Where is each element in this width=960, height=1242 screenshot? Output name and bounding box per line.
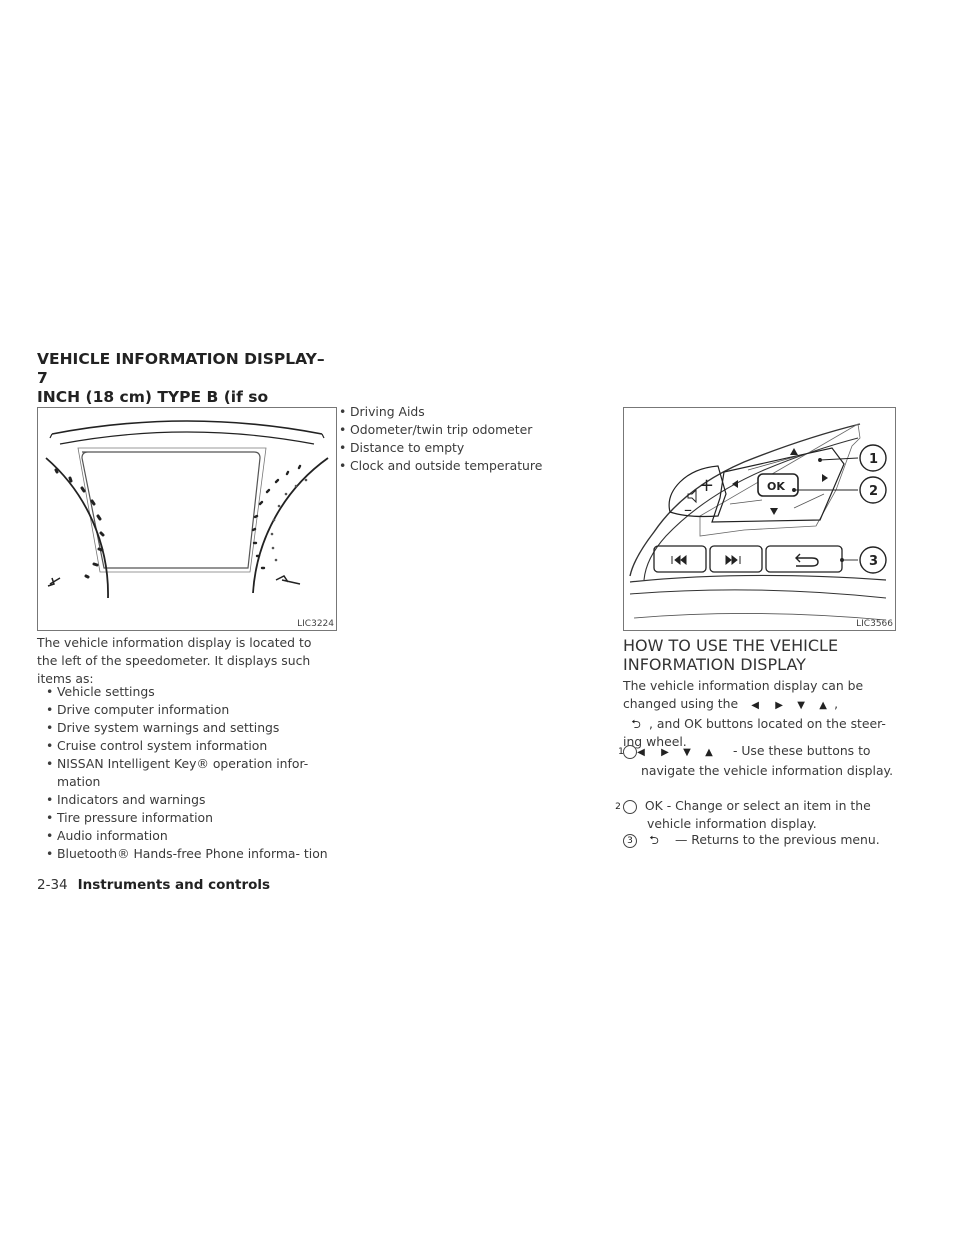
page-footer bbox=[37, 876, 270, 894]
callout-2: 2 bbox=[869, 484, 879, 499]
figure-id: LIC3224 bbox=[297, 619, 334, 629]
down-arrow-icon: ▼ bbox=[797, 700, 805, 711]
callout-1: 1 bbox=[869, 452, 879, 467]
list-item: • Audio information bbox=[46, 828, 168, 843]
list-item: • Odometer/twin trip odometer bbox=[339, 422, 533, 437]
volume-rocker bbox=[669, 466, 726, 519]
back-icon: ⮌ bbox=[631, 717, 641, 731]
back-icon: ⮌ bbox=[649, 833, 659, 847]
ok-button-label: OK bbox=[767, 480, 785, 493]
left-arrow-icon: ◀ bbox=[751, 700, 759, 711]
right-arrow-icon: ▶ bbox=[661, 747, 669, 758]
svg-text:–: – bbox=[684, 500, 692, 519]
list-item: • Bluetooth® Hands-free Phone informa- tion bbox=[46, 846, 328, 861]
cluster-figure bbox=[37, 407, 337, 631]
list-item: • Cruise control system information bbox=[46, 738, 268, 753]
up-arrow-icon: ▲ bbox=[819, 700, 827, 711]
steering-switch-illustration bbox=[624, 408, 895, 630]
list-item: • Driving Aids bbox=[339, 404, 425, 419]
list-item: • Clock and outside temperature bbox=[339, 458, 543, 473]
intro-paragraph: The vehicle information display is located to the left of the speedometer. It displays such items as: bbox=[37, 635, 312, 686]
step-3: 3 ⮌ — Returns to the previous menu. bbox=[623, 831, 895, 849]
step-1: 1 ◀ ▶ ▼ ▲ - Use these buttons to navigate the vehicle information display. bbox=[618, 743, 894, 778]
howto-paragraph: The vehicle information display can be changed using the ◀ ▶ ▼ ▲ , ⮌ , and OK buttons located on the steer- ing wheel. bbox=[623, 678, 886, 749]
list-item: • Drive computer information bbox=[46, 702, 230, 717]
figure-id: LIC3566 bbox=[856, 619, 893, 629]
list-item: • Indicators and warnings bbox=[46, 792, 206, 807]
section-title-line1: VEHICLE INFORMATION DISPLAY– 7 bbox=[37, 350, 325, 387]
steering-switch-figure bbox=[623, 407, 896, 631]
chapter-title: Instruments and controls bbox=[77, 877, 271, 893]
list-item: • NISSAN Intelligent Key® operation infor- mation bbox=[46, 756, 309, 789]
callout-3: 3 bbox=[869, 554, 879, 569]
step-number: 1 bbox=[623, 745, 637, 759]
list-item: • Vehicle settings bbox=[46, 684, 155, 699]
media-buttons bbox=[630, 546, 886, 620]
step-2: 2 OK - Change or select an item in the vehicle information display. bbox=[615, 798, 871, 831]
right-arrow-icon: ▶ bbox=[775, 700, 783, 711]
list-item: • Tire pressure information bbox=[46, 810, 213, 825]
display-items-list-continued bbox=[330, 403, 600, 475]
direction-pad bbox=[712, 448, 844, 522]
section-title-line2: INCH (18 cm) TYPE B (if so bbox=[37, 388, 269, 406]
cluster-illustration bbox=[38, 408, 336, 630]
up-arrow-icon: ▲ bbox=[705, 747, 713, 758]
page-number: 2-34 bbox=[37, 877, 68, 893]
step-number: 2 bbox=[623, 800, 637, 814]
display-items-list bbox=[37, 683, 335, 863]
howto-heading: HOW TO USE THE VEHICLE INFORMATION DISPLAY bbox=[623, 636, 839, 674]
down-arrow-icon: ▼ bbox=[683, 747, 691, 758]
list-item: • Distance to empty bbox=[339, 440, 465, 455]
list-item: • Drive system warnings and settings bbox=[46, 720, 280, 735]
svg-text:+: + bbox=[699, 475, 715, 496]
left-arrow-icon: ◀ bbox=[637, 747, 645, 758]
step-number: 3 bbox=[623, 834, 637, 848]
